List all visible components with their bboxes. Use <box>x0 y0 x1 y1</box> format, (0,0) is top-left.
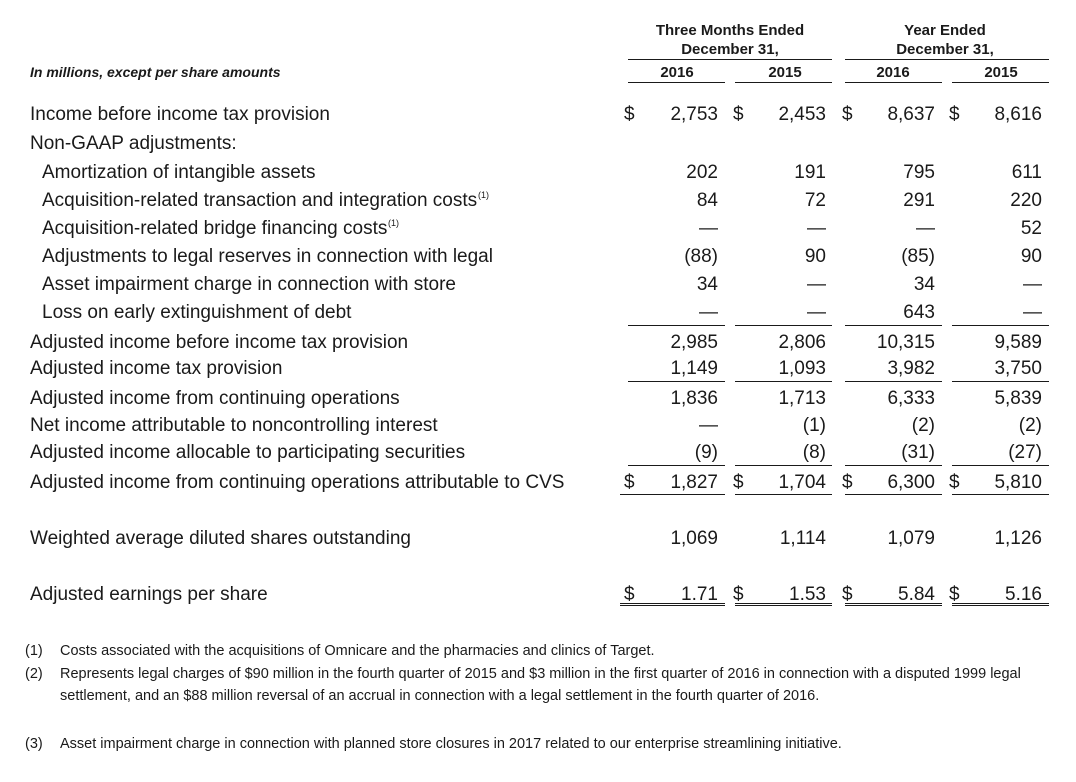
cell-value: 1.53 <box>789 584 826 605</box>
rule-before-adjusted-income <box>845 325 942 326</box>
footnote-text: Costs associated with the acquisitions of Omnicare and the pharmacies and clinics of Target. <box>60 643 655 659</box>
footnote-marker: (1) <box>388 218 399 228</box>
currency-symbol: $ <box>949 584 960 605</box>
currency-symbol: $ <box>842 104 853 125</box>
footnote-text: Represents legal charges of $90 million in the fourth quarter of 2015 and $3 million in the first quarter of 2016 in connection with a disputed 1999 legal settlement, and an $88 million reversal of an accrual in connection with a legal settlement in the fourth quarter of 2016. <box>60 666 1021 704</box>
cell-value: 5,839 <box>994 388 1042 409</box>
row-label: Adjusted income allocable to participating securities <box>30 442 466 463</box>
eps-double-rule <box>845 603 942 606</box>
row-label: Amortization of intangible assets <box>42 162 316 183</box>
row-label: Adjusted income before income tax provision <box>30 332 409 353</box>
cell-value: (27) <box>1008 442 1042 463</box>
cell-value: 1,093 <box>778 358 826 379</box>
footnote-number: (2) <box>25 666 43 682</box>
currency-symbol: $ <box>842 472 853 493</box>
cell-value: 1.71 <box>681 584 718 605</box>
cell-value: 1,126 <box>994 528 1042 549</box>
year-col4: 2015 <box>984 64 1018 81</box>
currency-symbol: $ <box>624 584 635 605</box>
row-label: Adjusted earnings per share <box>30 584 268 605</box>
cell-value: 1,079 <box>887 528 935 549</box>
cell-value: 72 <box>804 190 826 211</box>
rule-before-adjusted-income <box>952 325 1049 326</box>
currency-symbol: $ <box>949 472 960 493</box>
rule-before-cvs-total <box>845 465 942 466</box>
cell-value: 1,149 <box>670 358 718 379</box>
cell-value: 6,333 <box>887 388 935 409</box>
cell-value: 52 <box>1020 218 1042 239</box>
cell-value: 2,753 <box>670 104 718 125</box>
cell-value: 2,453 <box>778 104 826 125</box>
cell-value: (2) <box>1018 415 1042 436</box>
cell-value: 5.16 <box>1005 584 1042 605</box>
table-row <box>0 186 1076 214</box>
cell-value: 643 <box>903 302 935 323</box>
rule-after-tax-provision <box>952 381 1049 382</box>
cell-value: (2) <box>911 415 935 436</box>
cell-value: 2,985 <box>670 332 718 353</box>
cell-value: 795 <box>903 162 935 183</box>
units-note: In millions, except per share amounts <box>30 64 281 80</box>
row-label: Acquisition-related bridge financing costs <box>42 218 388 239</box>
year-underline-4 <box>952 82 1049 83</box>
table-row <box>0 384 1076 412</box>
rule-after-tax-provision <box>628 381 725 382</box>
cell-value: — <box>1023 274 1042 295</box>
cell-value: (31) <box>901 442 935 463</box>
header-underline-three-months <box>628 59 832 60</box>
row-label: Acquisition-related transaction and integration costs <box>42 190 478 211</box>
row-label: Income before income tax provision <box>30 104 330 125</box>
table-row <box>0 411 1076 439</box>
cell-value: 90 <box>804 246 826 267</box>
row-label: Net income attributable to noncontrolling interest <box>30 415 438 436</box>
header-year-ended-line2: December 31, <box>896 41 994 58</box>
rule-after-tax-provision <box>735 381 832 382</box>
cell-value: 8,637 <box>887 104 935 125</box>
currency-symbol: $ <box>624 472 635 493</box>
cell-value: 34 <box>696 274 718 295</box>
cell-value: (8) <box>802 442 826 463</box>
table-row <box>0 524 1076 552</box>
table-row <box>0 298 1076 326</box>
currency-symbol: $ <box>842 584 853 605</box>
cell-value: — <box>699 302 718 323</box>
year-underline-2 <box>735 82 832 83</box>
footnote-text: Asset impairment charge in connection with planned store closures in 2017 related to our enterprise streamlining initiative. <box>60 736 842 752</box>
table-row <box>0 100 1076 128</box>
cell-value: 84 <box>696 190 718 211</box>
table-row <box>0 438 1076 466</box>
year-underline-3 <box>845 82 942 83</box>
cell-value: 6,300 <box>887 472 935 493</box>
cell-value: 1,069 <box>670 528 718 549</box>
row-label: Adjusted income from continuing operations attributable to CVS <box>30 472 565 493</box>
cell-value: — <box>916 218 935 239</box>
cell-value: — <box>807 218 826 239</box>
header-year-ended <box>845 21 1045 59</box>
cell-value: 34 <box>913 274 935 295</box>
year-underline-1 <box>628 82 725 83</box>
row-label: Adjusted income from continuing operations <box>30 388 400 409</box>
cell-value: 10,315 <box>876 332 935 353</box>
table-row <box>0 270 1076 298</box>
row-label: Adjustments to legal reserves in connection with legal <box>42 246 493 267</box>
cell-value: 1,827 <box>670 472 718 493</box>
cell-value: (9) <box>694 442 718 463</box>
currency-symbol: $ <box>949 104 960 125</box>
header-three-months-line2: December 31, <box>681 41 779 58</box>
cell-value: — <box>807 274 826 295</box>
currency-symbol: $ <box>733 584 744 605</box>
cell-value: — <box>1023 302 1042 323</box>
cell-value: — <box>699 415 718 436</box>
cell-value: 1,704 <box>778 472 826 493</box>
rule-after-cvs-total <box>952 494 1049 495</box>
rule-before-cvs-total <box>735 465 832 466</box>
year-col2: 2015 <box>768 64 802 81</box>
cell-value: 1,713 <box>778 388 826 409</box>
rule-after-cvs-total <box>620 494 725 495</box>
cell-value: 191 <box>794 162 826 183</box>
footnote-number: (3) <box>25 736 43 752</box>
currency-symbol: $ <box>733 472 744 493</box>
cell-value: 2,806 <box>778 332 826 353</box>
header-year-ended-line1: Year Ended <box>904 22 986 39</box>
cell-value: — <box>807 302 826 323</box>
cell-value: 1,836 <box>670 388 718 409</box>
rule-after-cvs-total <box>845 494 942 495</box>
cell-value: 220 <box>1010 190 1042 211</box>
table-row <box>0 129 1076 157</box>
cell-value: (1) <box>802 415 826 436</box>
cell-value: (85) <box>901 246 935 267</box>
eps-double-rule <box>620 603 725 606</box>
header-underline-year-ended <box>845 59 1049 60</box>
rule-before-cvs-total <box>628 465 725 466</box>
footnote-number: (1) <box>25 643 43 659</box>
rule-before-adjusted-income <box>735 325 832 326</box>
row-label: Asset impairment charge in connection with store <box>42 274 456 295</box>
cell-value: 3,750 <box>994 358 1042 379</box>
rule-before-cvs-total <box>952 465 1049 466</box>
cell-value: 5.84 <box>898 584 935 605</box>
table-row <box>0 468 1076 496</box>
year-col3: 2016 <box>876 64 910 81</box>
rule-after-tax-provision <box>845 381 942 382</box>
row-label: Adjusted income tax provision <box>30 358 283 379</box>
cell-value: 9,589 <box>994 332 1042 353</box>
currency-symbol: $ <box>624 104 635 125</box>
cell-value: 611 <box>1011 162 1042 183</box>
row-label: Loss on early extinguishment of debt <box>42 302 352 323</box>
table-row <box>0 242 1076 270</box>
cell-value: 90 <box>1020 246 1042 267</box>
table-row <box>0 158 1076 186</box>
footnote-marker: (1) <box>478 190 489 200</box>
table-row <box>0 214 1076 242</box>
cell-value: (88) <box>684 246 718 267</box>
eps-double-rule <box>952 603 1049 606</box>
cell-value: 5,810 <box>994 472 1042 493</box>
header-three-months <box>630 21 830 59</box>
year-col1: 2016 <box>660 64 694 81</box>
table-row <box>0 354 1076 382</box>
currency-symbol: $ <box>733 104 744 125</box>
cell-value: 291 <box>903 190 935 211</box>
table-row <box>0 328 1076 356</box>
rule-after-cvs-total <box>735 494 832 495</box>
eps-double-rule <box>735 603 832 606</box>
row-label: Non-GAAP adjustments: <box>30 133 237 154</box>
cell-value: 202 <box>686 162 718 183</box>
cell-value: 3,982 <box>887 358 935 379</box>
rule-before-adjusted-income <box>628 325 725 326</box>
cell-value: — <box>699 218 718 239</box>
header-three-months-line1: Three Months Ended <box>655 22 805 39</box>
cell-value: 1,114 <box>779 528 826 549</box>
cell-value: 8,616 <box>994 104 1042 125</box>
row-label: Weighted average diluted shares outstanding <box>30 528 411 549</box>
